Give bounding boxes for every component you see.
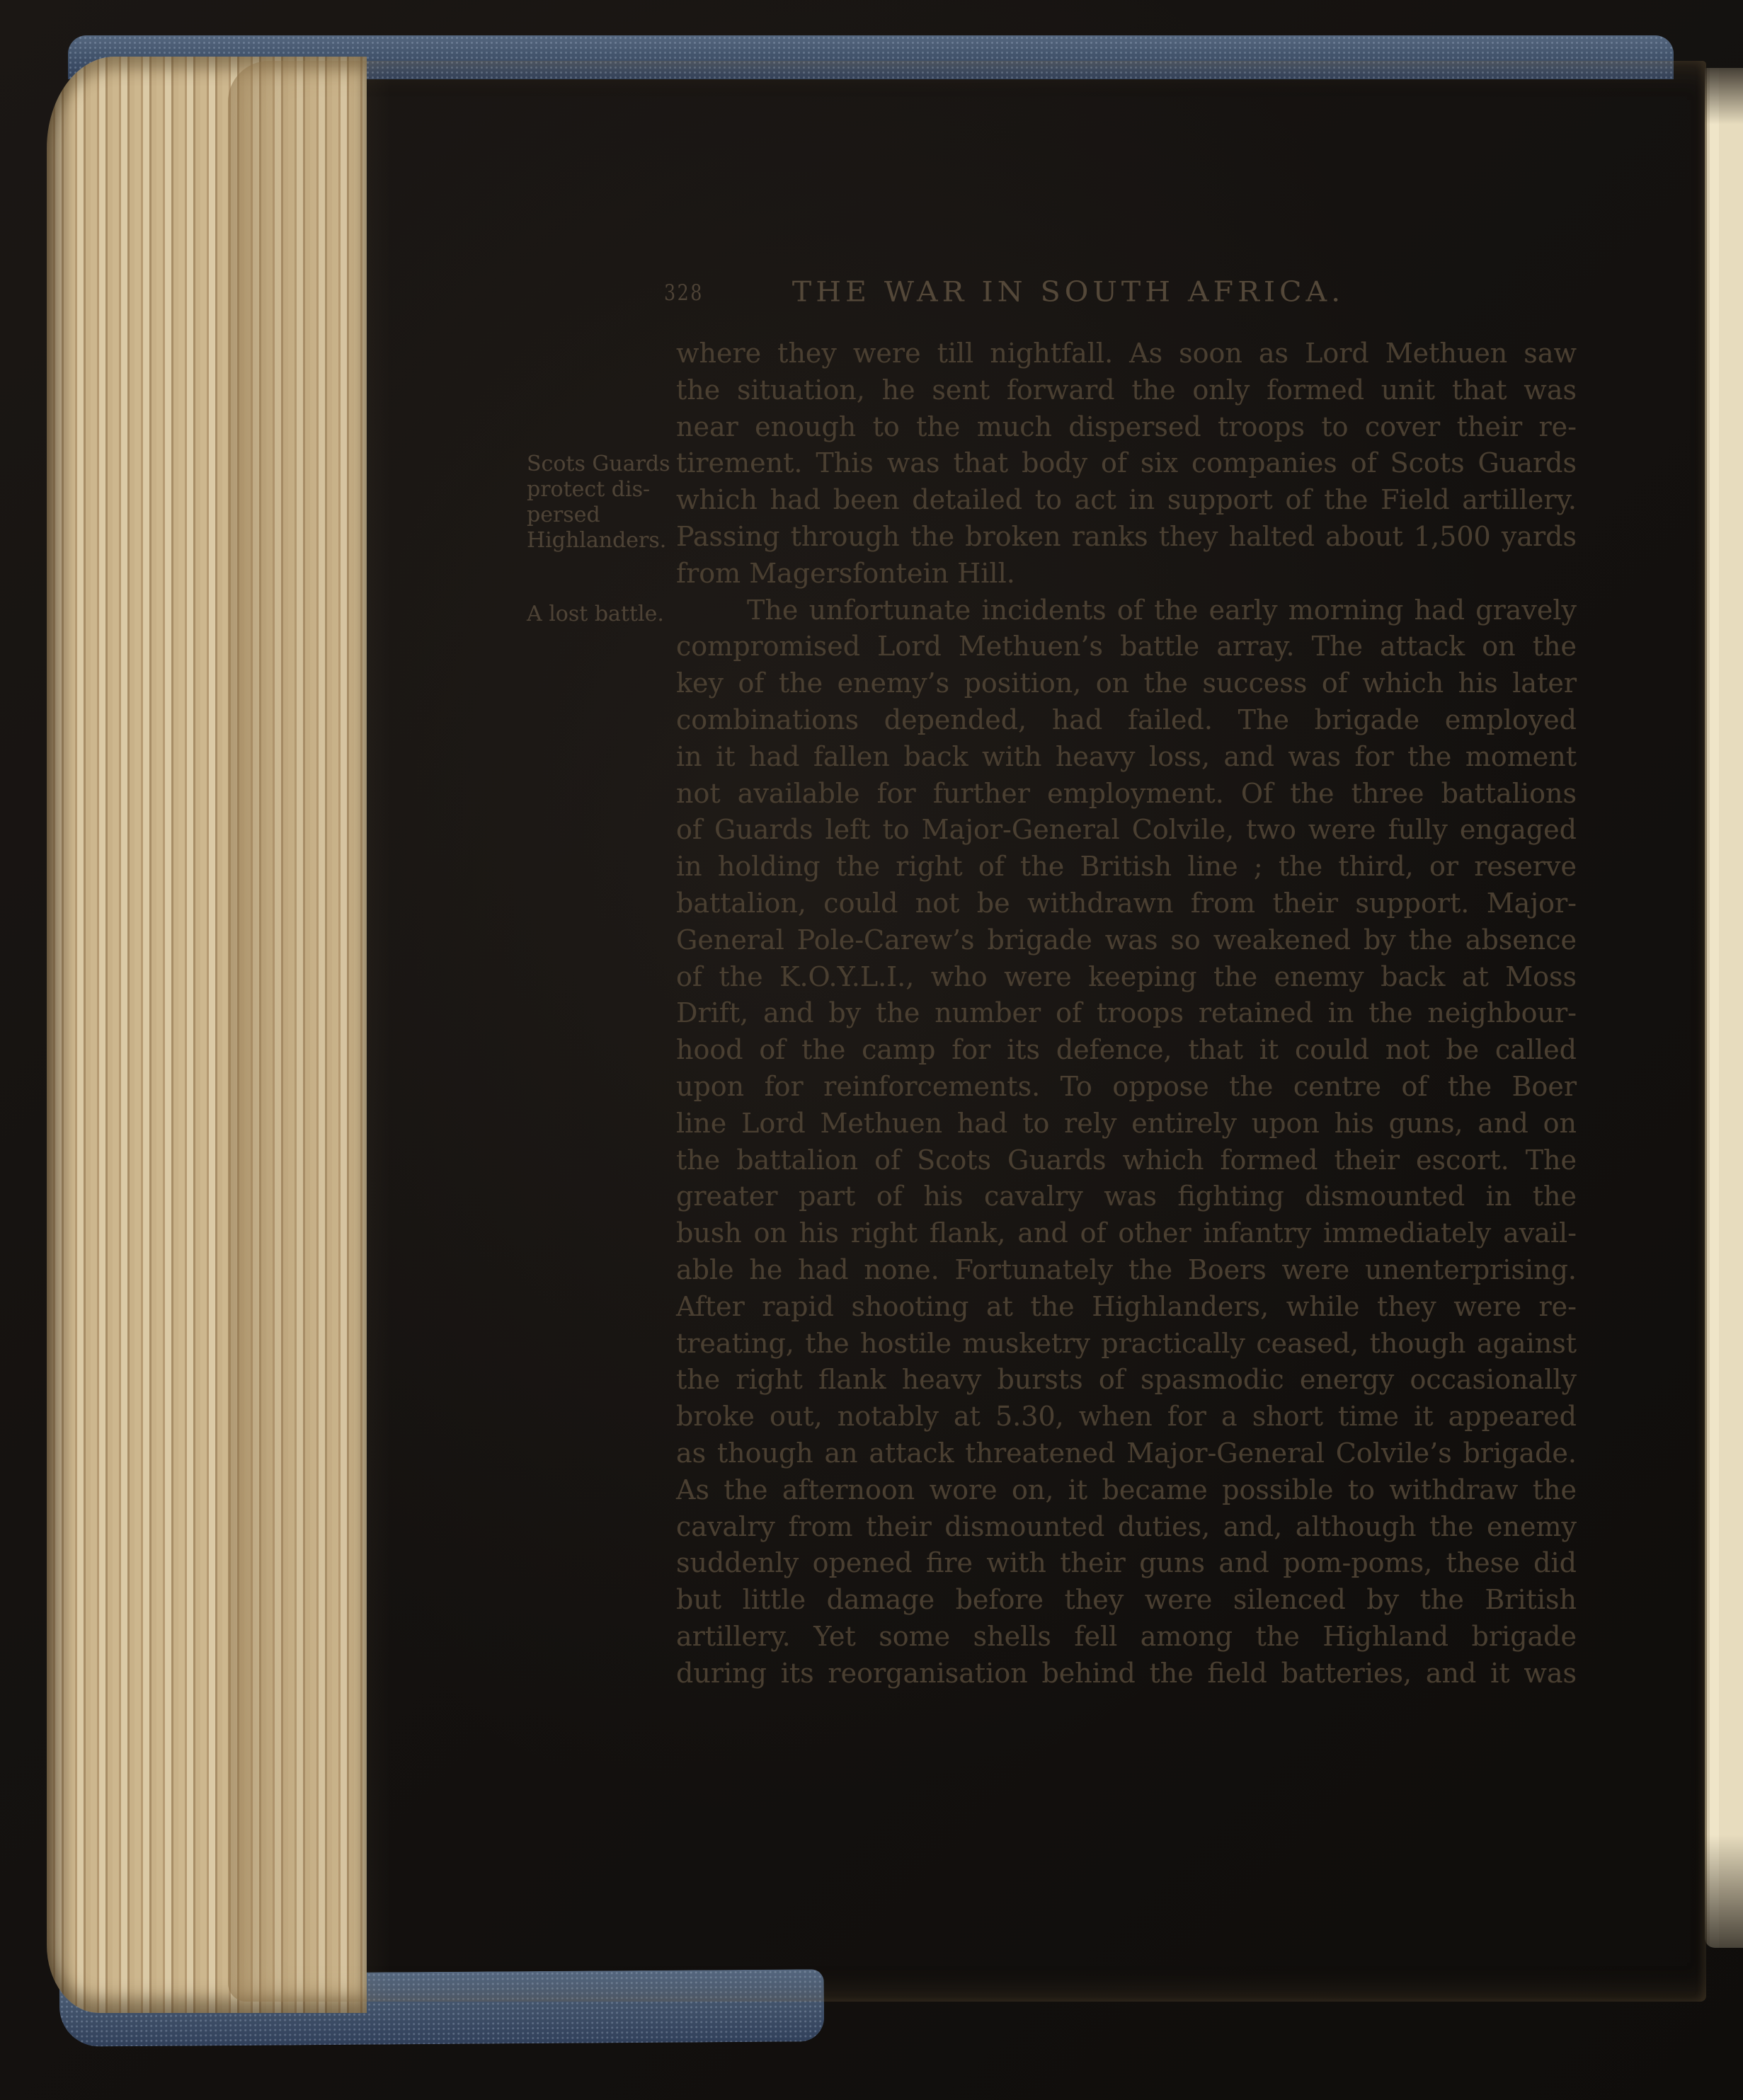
text-line: as though an attack threatened Major-General Colvile’s brigade.: [676, 1437, 1577, 1469]
text-line: battalion, could not be withdrawn from their support. Major-: [676, 887, 1577, 919]
text-line: As the afternoon wore on, it became possible to withdraw the: [676, 1474, 1577, 1505]
text-line: After rapid shooting at the Highlanders, while they were re-: [676, 1290, 1577, 1322]
text-line: in it had fallen back with heavy loss, and was for the moment: [676, 740, 1577, 772]
text-line: the right flank heavy bursts of spasmodic energy occasionally: [676, 1364, 1577, 1396]
text-line: bush on his right flank, and of other infantry immediately avail-: [676, 1217, 1577, 1249]
text-line: General Pole-Carew’s brigade was so weakened by the absence: [676, 924, 1577, 956]
text-line: combinations depended, had failed. The brigade employed: [676, 704, 1577, 735]
text-line: Drift, and by the number of troops retained in the neighbour-: [676, 997, 1577, 1029]
text-line: not available for further employment. Of the three battalions: [676, 777, 1577, 809]
text-line: line Lord Methuen had to rely entirely upon his guns, and on: [676, 1107, 1577, 1139]
text-line: in holding the right of the British line ; the third, or reserve: [676, 851, 1577, 883]
margin-note-line: Highlanders.: [527, 528, 667, 553]
text-line: which had been detailed to act in support of the Field artillery.: [676, 484, 1577, 516]
text-line: from Magersfontein Hill.: [676, 557, 1015, 589]
text-line: cavalry from their dismounted duties, and, although the enemy: [676, 1510, 1577, 1542]
margin-note-line: Scots Guards: [527, 452, 670, 476]
text-line: upon for reinforcements. To oppose the centre of the Boer: [676, 1070, 1577, 1102]
text-line: suddenly opened fire with their guns and pom-poms, these did: [676, 1547, 1577, 1579]
text-line: treating, the hostile musketry practically ceased, though against: [676, 1327, 1577, 1359]
text-line: but little damage before they were silenced by the British: [676, 1584, 1577, 1616]
text-line: compromised Lord Methuen’s battle array. The attack on the: [676, 631, 1577, 662]
text-line: greater part of his cavalry was fighting dismounted in the: [676, 1181, 1577, 1212]
margin-note-line: protect dis-: [527, 477, 651, 502]
paragraph: [676, 335, 1577, 592]
page-number: 328: [664, 280, 704, 306]
text-line: of Guards left to Major-General Colvile, two were fully engaged: [676, 814, 1577, 846]
text-line: The unfortunate incidents of the early morning had gravely: [747, 594, 1577, 626]
text-line: Passing through the broken ranks they halted about 1,500 yards: [676, 520, 1577, 552]
text-line: hood of the camp for its defence, that it could not be called: [676, 1034, 1577, 1066]
text-line: the situation, he sent forward the only formed unit that was: [676, 374, 1577, 406]
body-text-column: [676, 335, 1577, 1692]
text-line: artillery. Yet some shells fell among the Highland brigade: [676, 1620, 1577, 1652]
paragraph: [676, 592, 1577, 1692]
text-line: broke out, notably at 5.30, when for a short time it appeared: [676, 1401, 1577, 1433]
text-line: near enough to the much dispersed troops to cover their re-: [676, 411, 1577, 442]
margin-note-scots-guards: [527, 452, 682, 553]
margin-note-line: A lost battle.: [527, 602, 664, 626]
text-line: the battalion of Scots Guards which formed their escort. The: [676, 1144, 1577, 1176]
text-line: of the K.O.Y.L.I., who were keeping the enemy back at Moss: [676, 960, 1577, 992]
text-line: tirement. This was that body of six companies of Scots Guards: [676, 447, 1577, 479]
margin-note-line: persed: [527, 503, 600, 527]
running-header-title: THE WAR IN SOUTH AFRICA.: [792, 275, 1345, 309]
text-line: able he had none. Fortunately the Boers were unenterprising.: [676, 1253, 1577, 1285]
text-line: key of the enemy’s position, on the success of which his later: [676, 667, 1577, 699]
text-line: where they were till nightfall. As soon as Lord Methuen saw: [676, 338, 1577, 369]
text-line: during its reorganisation behind the field batteries, and it was: [676, 1657, 1577, 1689]
margin-note-lost-battle: [527, 602, 682, 627]
